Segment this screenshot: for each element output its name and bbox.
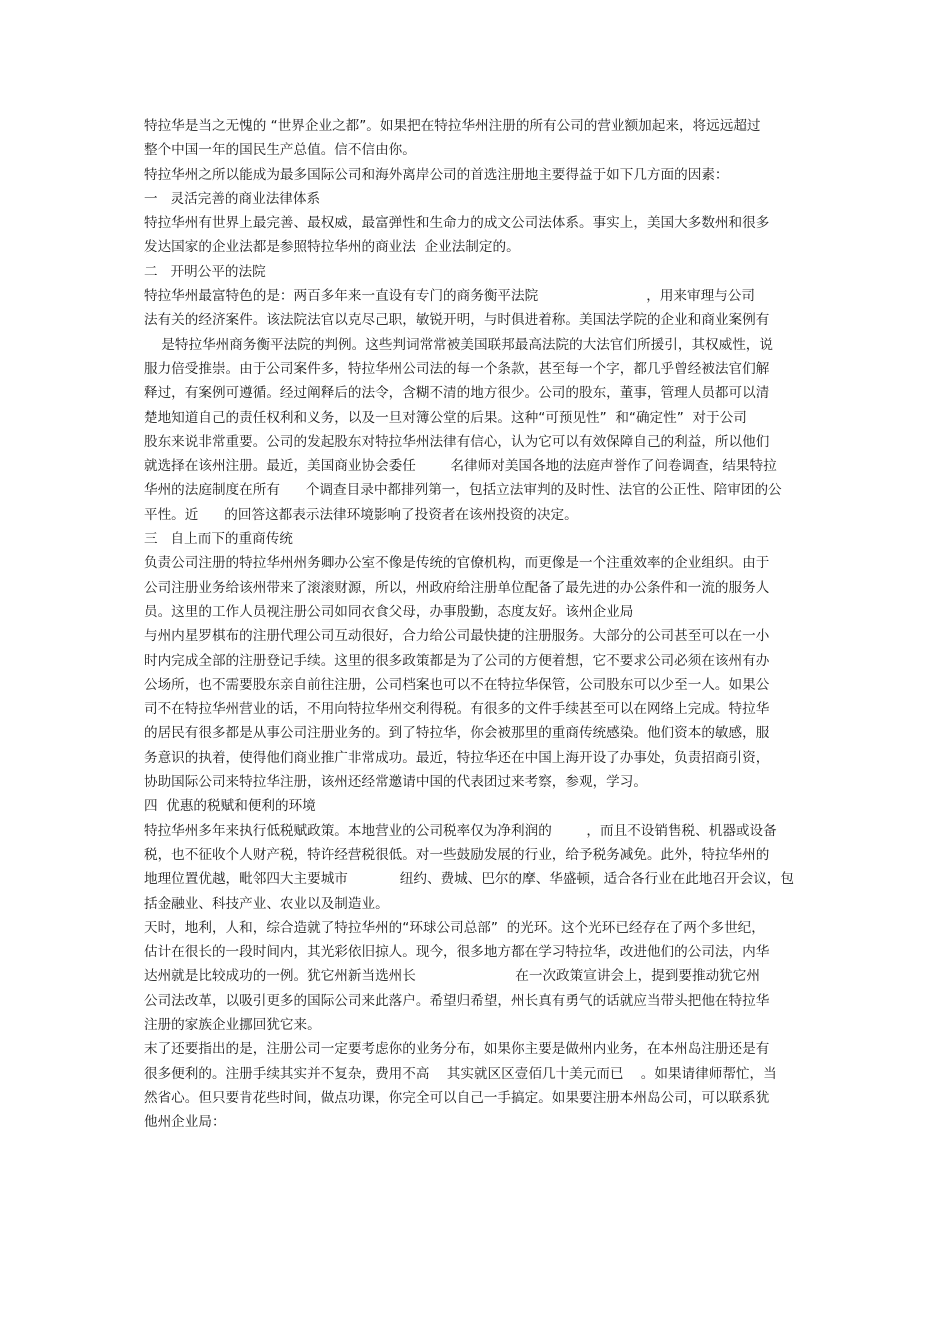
text-line: 释过，有案例可遵循。经过阐释后的法令，含糊不清的地方很少。公司的股东，董事，管理人员都可以清 [144,385,770,402]
text-line: 时内完成全部的注册登记手续。这里的很多政策都是为了公司的方便着想，它不要求公司必须在该州有办 [144,652,770,669]
text-line: 司不在特拉华州营业的话，不用向特拉华州交利得税。有很多的文件手续甚至可以在网络上完成。特拉华 [144,701,770,718]
section-heading: 三 自上而下的重商传统 [144,531,293,548]
text-line: 员。这里的工作人员视注册公司如同衣食父母，办事殷勤，态度友好。该州企业局 [144,603,634,620]
text-line: 特拉华州有世界上最完善、最权威，最富弹性和生命力的成文公司法体系。事实上，美国大多数州和很多 [144,215,770,232]
text-line: 注册的家族企业挪回犹它来。 [144,1016,321,1033]
text-line: 与州内星罗棋布的注册代理公司互动很好，合力给公司最快捷的注册服务。大部分的公司甚至可以在一小 [144,628,770,645]
text-line: 估计在很长的一段时间内，其光彩依旧掠人。现今，很多地方都在学习特拉华，改进他们的公司法，内华 [144,944,770,961]
text-line: 公司注册业务给该州带来了滚滚财源，所以，州政府给注册单位配备了最先进的办公条件和一流的服务人 [144,579,770,596]
text-line: 特拉华州最富特色的是：两百多年来一直设有专门的商务衡平法院 ，用来审理与公司 [144,288,755,305]
text-line: 华州的法庭制度在所有 个调查目录中都排列第一，包括立法审判的及时性、法官的公正性、陪审团的公 [144,482,782,499]
text-line: 法有关的经济案件。该法院法官以克尽己职，敏锐开明，与时俱进着称。美国法学院的企业和商业案例有 [144,312,770,329]
text-line: 发达国家的企业法都是参照特拉华州的商业法 企业法制定的。 [144,239,520,256]
text-line: 特拉华州之所以能成为最多国际公司和海外离岸公司的首选注册地主要得益于如下几方面的因素： [144,166,729,183]
text-line: 服力倍受推崇。由于公司案件多，特拉华州公司法的每一个条款，甚至每一个字，都几乎曾经被法官们解 [144,360,770,377]
text-line: 负责公司注册的特拉华州州务卿办公室不像是传统的官僚机构，而更像是一个注重效率的企业组织。由于 [144,555,770,572]
text-line: 平性。近 的回答这都表示法律环境影响了投资者在该州投资的决定。 [144,506,578,523]
text-line: 税，也不征收个人财产税，特许经营税很低。对一些鼓励发展的行业，给予税务减免。此外，特拉华州的 [144,846,770,863]
text-line: 是特拉华州商务衡平法院的判例。这些判词常常被美国联邦最高法院的大法官们所援引，其权威性，说 [144,336,773,353]
text-line: 股东来说非常重要。公司的发起股东对特拉华州法律有信心，认为它可以有效保障自己的利益，所以他们 [144,433,770,450]
text-line: 天时，地利，人和，综合造就了特拉华州的“环球公司总部” 的光环。这个光环已经存在了两个多世纪， [144,919,765,936]
text-line: 很多便利的。注册手续其实并不复杂，费用不高 其实就区区壹佰几十美元而已 。如果请律师帮忙，当 [144,1065,777,1082]
text-line: 公场所，也不需要股东亲自前往注册，公司档案也可以不在特拉华保管，公司股东可以少至一人。如果公 [144,676,770,693]
text-line: 协助国际公司来特拉华注册，该州还经常邀请中国的代表团过来考察，参观，学习。 [144,774,647,791]
text-line: 就选择在该州注册。最近，美国商业协会委任 名律师对美国各地的法庭声誉作了问卷调查，结果特拉 [144,458,777,475]
document-body [144,114,808,1134]
text-line: 达州就是比较成功的一例。犹它州新当选州长 在一次政策宣讲会上，提到要推动犹它州 [144,968,760,985]
section-heading: 四 优惠的税赋和便利的环境 [144,798,316,815]
text-line: 括金融业、科技产业、农业以及制造业。 [144,895,389,912]
text-line: 然省心。但只要肯花些时间，做点功课，你完全可以自己一手搞定。如果要注册本州岛公司，可以联系犹 [144,1089,770,1106]
text-line: 楚地知道自己的责任权利和义务，以及一旦对簿公堂的后果。这种“可预见性” 和“确定性” 对于公司 [144,409,747,426]
text-line: 特拉华是当之无愧的 “世界企业之都”。如果把在特拉华州注册的所有公司的营业额加起来，将远远超过 [144,118,761,134]
section-heading: 一 灵活完善的商业法律体系 [144,190,321,207]
text-line: 地理位置优越，毗邻四大主要城市 纽约、费城、巴尔的摩、华盛顿，适合各行业在此地召开会议，包 [144,871,794,888]
section-heading: 二 开明公平的法院 [144,263,266,280]
text-line: 的居民有很多都是从事公司注册业务的。到了特拉华，你会被那里的重商传统感染。他们资本的敏感，服 [144,725,770,742]
text-line: 公司法改革，以吸引更多的国际公司来此落户。希望归希望，州长真有勇气的话就应当带头把他在特拉华 [144,992,770,1009]
text-line: 务意识的执着，使得他们商业推广非常成功。最近，特拉华还在中国上海开设了办事处，负责招商引资， [144,749,770,766]
text-line: 特拉华州多年来执行低税赋政策。本地营业的公司税率仅为净利润的 ，而且不设销售税、机器或设备 [144,822,777,839]
text-line: 他州企业局： [144,1114,226,1131]
text-line: 整个中国一年的国民生产总值。信不信由你。 [144,142,416,159]
text-line: 末了还要指出的是，注册公司一定要考虑你的业务分布，如果你主要是做州内业务，在本州岛注册还是有 [144,1041,770,1058]
